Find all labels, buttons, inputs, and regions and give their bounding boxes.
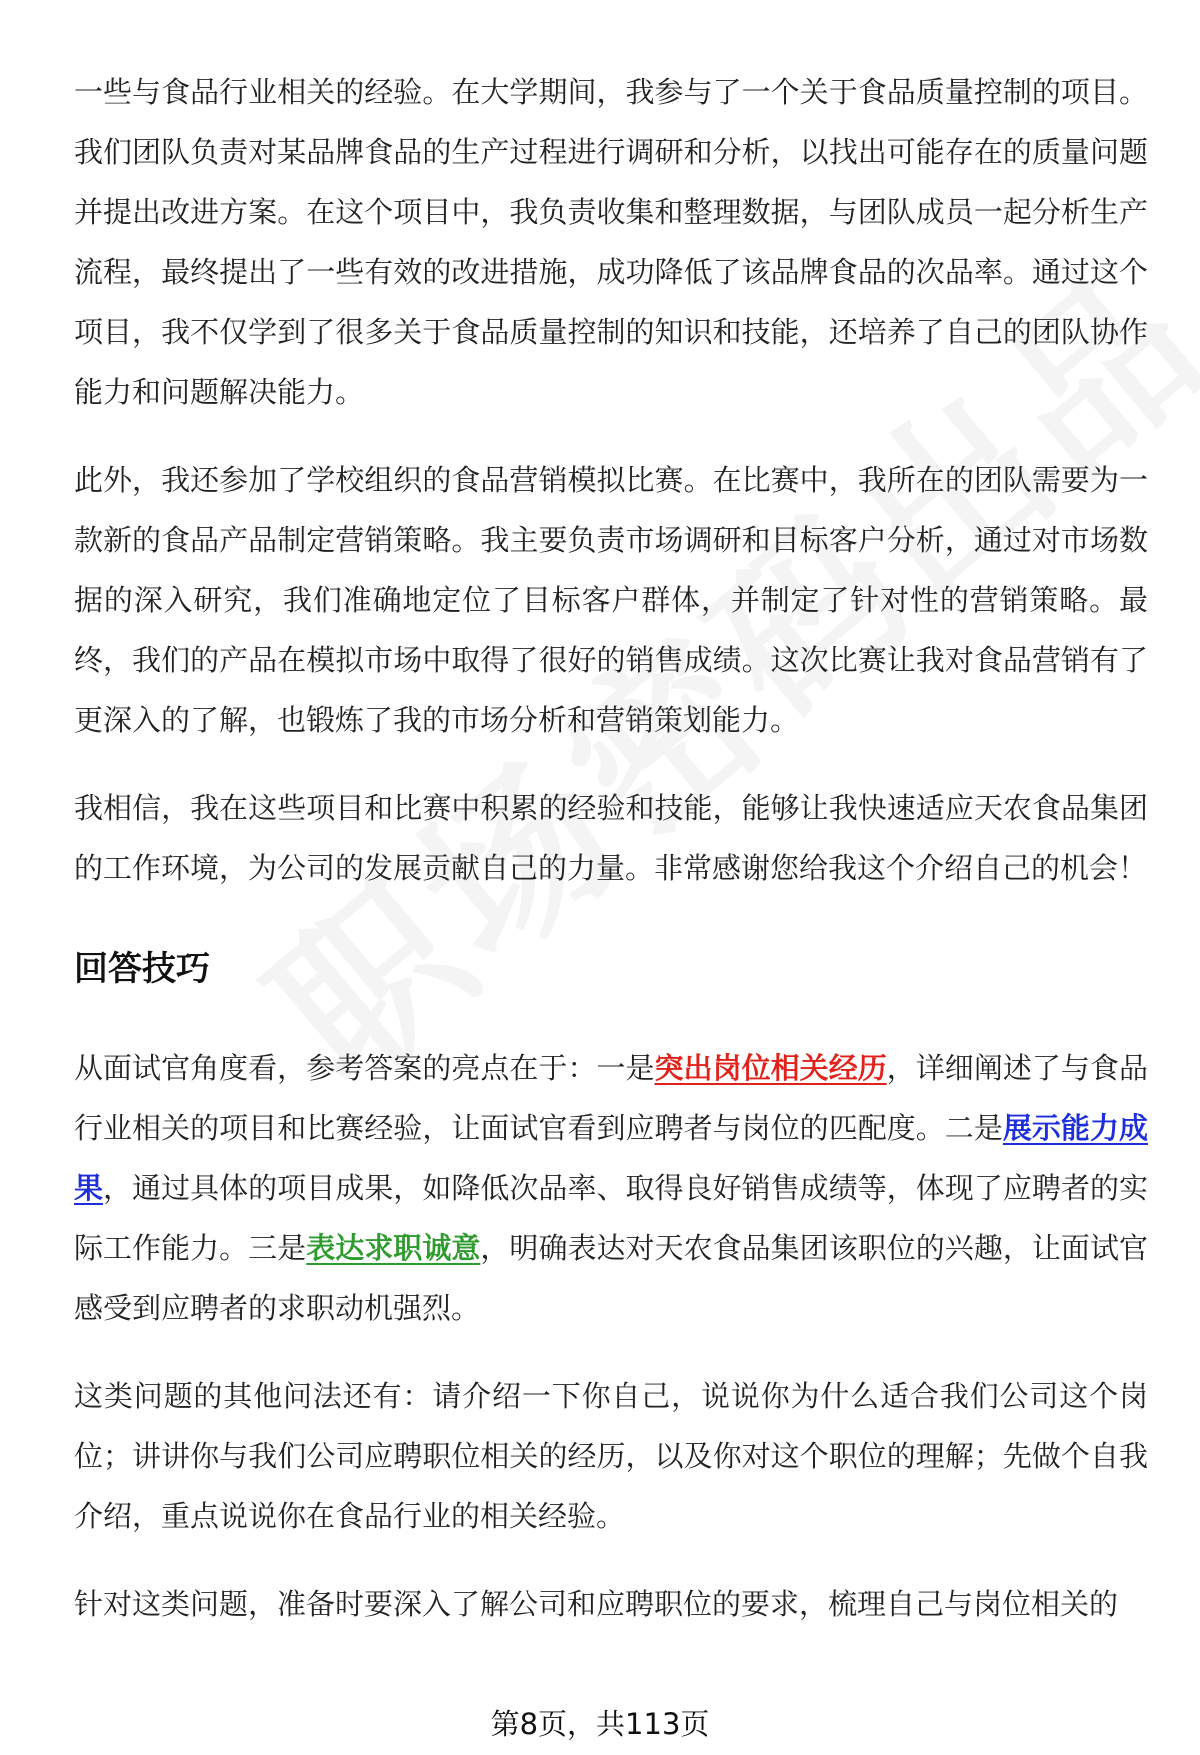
paragraph-project-experience: 一些与食品行业相关的经验。在大学期间，我参与了一个关于食品质量控制的项目。我们团队负责对某品牌食品的生产过程进行调研和分析，以找出可能存在的质量问题并提出改进方案。在这个项目中，我负责收集和整理数据，与团队成员一起分析生产流程，最终提出了一些有效的改进措施，成功降低了该品牌食品的次品率。通过这个项目，我不仅学到了很多关于食品质量控制的知识和技能，还培养了自己的团队协作能力和问题解决能力。: [74, 75, 1148, 409]
page-number: 第8页，共113页: [490, 1707, 710, 1741]
paragraph-preparation: 针对这类问题，准备时要深入了解公司和应聘职位的要求，梳理自己与岗位相关的: [74, 1587, 1119, 1621]
highlight-sincerity: 表达求职诚意: [306, 1231, 481, 1265]
highlight-relevant-experience: 突出岗位相关经历: [654, 1051, 887, 1085]
tips-text-2: ，详细阐述了与食品行业相关的项目和比赛经验，让面试官看到应聘者与岗位的匹配度。二是: [74, 1051, 1148, 1145]
document-page: [74, 62, 1148, 1662]
paragraph-closing: 我相信，我在这些项目和比赛中积累的经验和技能，能够让我快速适应天农食品集团的工作环境，为公司的发展贡献自己的力量。非常感谢您给我这个介绍自己的机会！: [74, 791, 1148, 885]
section-heading: 回答技巧: [74, 949, 210, 989]
tips-text-1: 从面试官角度看，参考答案的亮点在于：一是: [74, 1051, 655, 1085]
highlight-ability-results: 展示能力成果: [74, 1111, 1148, 1205]
paragraph-answer-tips: [74, 1038, 1148, 1338]
paragraph-alternative-questions: 这类问题的其他问法还有：请介绍一下你自己，说说你为什么适合我们公司这个岗位；讲讲你与我们公司应聘职位相关的经历，以及你对这个职位的理解；先做个自我介绍，重点说说你在食品行业的相关经验。: [74, 1379, 1148, 1533]
tips-text-4: ，明确表达对天农食品集团该职位的兴趣，让面试官感受到应聘者的求职动机强烈。: [74, 1231, 1148, 1325]
tips-text-3: ，通过具体的项目成果，如降低次品率、取得良好销售成绩等，体现了应聘者的实际工作能力。三是: [74, 1171, 1148, 1265]
paragraph-competition-experience: 此外，我还参加了学校组织的食品营销模拟比赛。在比赛中，我所在的团队需要为一款新的食品产品制定营销策略。我主要负责市场调研和目标客户分析，通过对市场数据的深入研究，我们准确地定位了目标客户群体，并制定了针对性的营销策略。最终，我们的产品在模拟市场中取得了很好的销售成绩。这次比赛让我对食品营销有了更深入的了解，也锻炼了我的市场分析和营销策划能力。: [74, 463, 1148, 737]
